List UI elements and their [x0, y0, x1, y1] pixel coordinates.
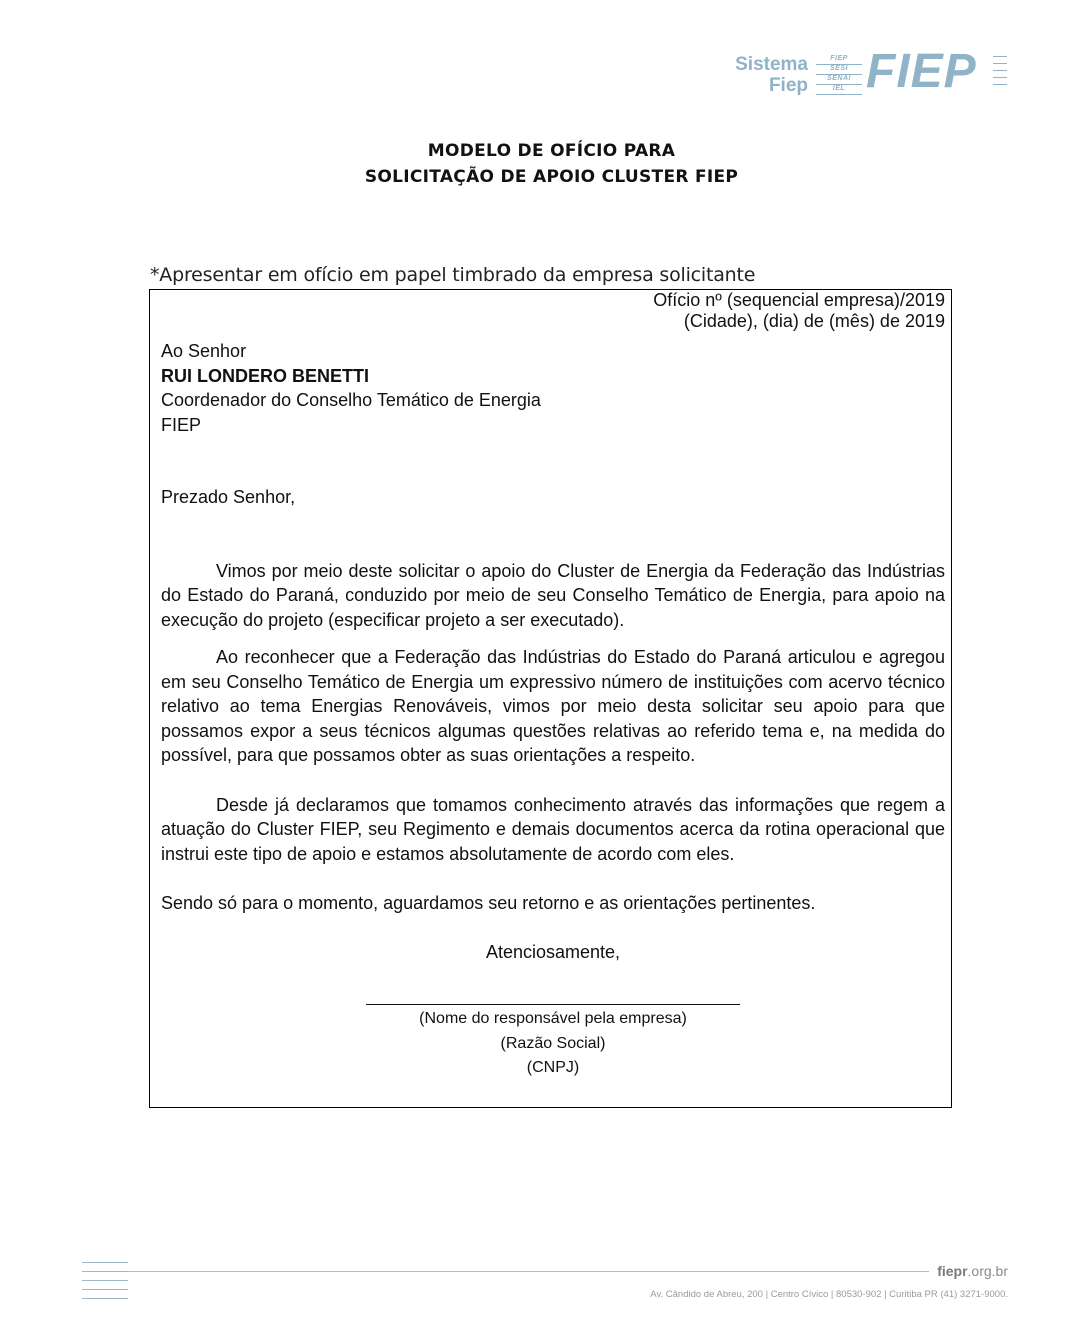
addressee-role: Coordenador do Conselho Temático de Energia	[161, 390, 541, 410]
logo-entities	[816, 55, 862, 95]
logo-fiep-text: FIEP	[866, 45, 977, 98]
addressee-salutation: Ao Senhor	[161, 341, 247, 361]
sistema-fiep-logo	[734, 45, 1014, 102]
footer-lines-icon	[82, 1262, 128, 1307]
logo-sistema-text: Sistema Fiep	[735, 54, 808, 96]
footer-divider	[128, 1271, 929, 1272]
reference-block	[161, 290, 945, 332]
title-line-2: SOLICITAÇÃO DE APOIO CLUSTER FIEP	[364, 167, 739, 187]
paragraph-2: Ao reconhecer que a Federação das Indústrias do Estado do Paraná articulou e agregou em seu Conselho Temático de Energia um expressivo número de instituições com acervo técnico relativo ao tema Energias Renováveis, vimos por meio desta solicitar seu apoio para que possamos expor a seus técnicos algumas questões relativas ao referido tema e, na medida do possível, para que possamos obter as suas orientações a respeito.	[161, 647, 945, 765]
paragraph-1: Vimos por meio deste solicitar o apoio do Cluster de Energia da Federação das Indústrias do Estado do Paraná, conduzido por meio de seu Conselho Temático de Energia, para apoio na execução do projeto (especificar projeto a ser executado).	[161, 560, 945, 630]
signer-block	[161, 1007, 945, 1081]
paragraph-3: Desde já declaramos que tomamos conhecimento através das informações que regem a atuação do Cluster FIEP, seu Regimento e demais documentos acerca da rotina operacional que instrui este tipo de apoio e estamos absolutamente de acordo com eles.	[161, 794, 945, 864]
place-date: (Cidade), (dia) de (mês) de 2019	[683, 311, 945, 331]
signer-company: (Razão Social)	[500, 1034, 606, 1052]
footer-website: fiepr.org.br	[937, 1263, 1008, 1279]
logo-entity: SESI	[816, 65, 862, 75]
letter-body	[161, 290, 945, 964]
title-line-1: MODELO DE OFÍCIO PARA	[427, 141, 676, 161]
addressee-org: FIEP	[161, 414, 202, 435]
logo-entity: FIEP	[816, 55, 862, 65]
logo-lines-icon	[993, 56, 1007, 91]
addressee-name: RUI LONDERO BENETTI	[161, 365, 370, 386]
logo-entity: SENAI	[816, 75, 862, 85]
document-title	[0, 138, 1076, 190]
signer-name: (Nome do responsável pela empresa)	[419, 1010, 687, 1027]
instruction-note: *Apresentar em ofício em papel timbrado da empresa solicitante	[150, 264, 756, 286]
signer-cnpj: (CNPJ)	[526, 1059, 580, 1076]
footer-address: Av. Cândido de Abreu, 200 | Centro Cívico | 80530-902 | Curitiba PR (41) 3271-9000.	[650, 1289, 1008, 1300]
office-number: Ofício nº (sequencial empresa)/2019	[653, 290, 945, 310]
regards: Atenciosamente,	[485, 941, 621, 962]
letter-template-box	[149, 289, 952, 1108]
addressee-block	[161, 339, 945, 437]
closing-line: Sendo só para o momento, aguardamos seu retorno e as orientações pertinentes.	[161, 893, 816, 913]
signature-line	[366, 1004, 740, 1005]
greeting: Prezado Senhor,	[161, 487, 296, 507]
logo-entity: IEL	[816, 85, 862, 95]
